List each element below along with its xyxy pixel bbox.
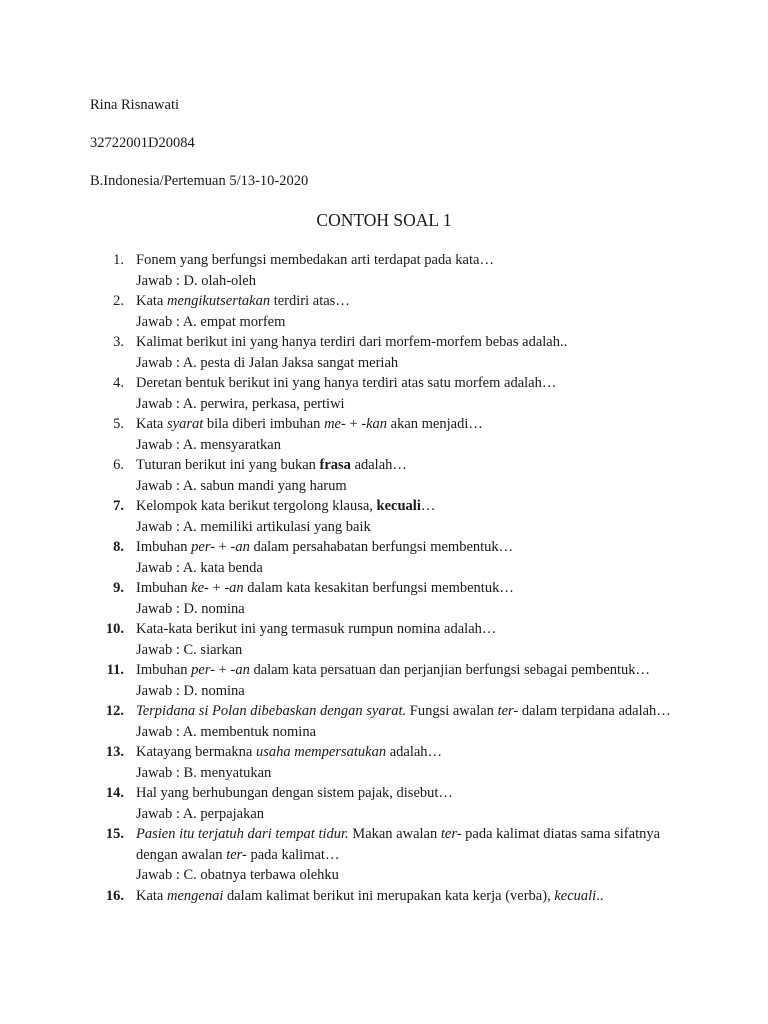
list-item	[90, 886, 690, 907]
question-text-segment: ter-	[226, 846, 247, 863]
question-text	[136, 660, 690, 681]
question-text	[136, 332, 690, 353]
question-text	[136, 701, 690, 722]
answer-text: Jawab : A. membentuk nomina	[136, 723, 317, 740]
list-item	[90, 373, 690, 414]
question-text	[136, 824, 690, 865]
answer-text: Jawab : A. perwira, perkasa, pertiwi	[136, 395, 345, 412]
question-text-segment: Pasien itu terjatuh dari tempat tidur.	[136, 826, 349, 842]
question-text	[136, 455, 690, 476]
question-text	[136, 250, 690, 271]
question-number: 11.	[106, 662, 124, 678]
question-number: 4.	[113, 375, 124, 391]
question-text-segment: dalam kata kesakitan berfungsi membentuk…	[243, 580, 514, 596]
question-text-segment: Tuturan berikut ini yang bukan	[136, 457, 320, 473]
question-list	[90, 250, 690, 906]
question-text-segment: kecuali	[376, 498, 421, 514]
list-item	[90, 332, 690, 373]
question-text-segment: +	[208, 580, 225, 596]
question-text	[136, 742, 690, 763]
list-item	[90, 496, 690, 537]
question-text-segment: frasa	[319, 457, 351, 473]
question-number: 7.	[113, 498, 124, 514]
answer-text: Jawab : A. memiliki artikulasi yang baik	[136, 518, 371, 535]
question-text-segment: ..	[596, 887, 604, 904]
question-text-segment: pada kalimat…	[246, 846, 340, 863]
question-text	[136, 886, 690, 907]
answer-text: Jawab : A. pesta di Jalan Jaksa sangat meriah	[136, 354, 399, 371]
question-text-segment: Hal yang berhubungan dengan sistem pajak, disebut…	[136, 785, 453, 801]
question-number: 9.	[113, 580, 124, 596]
question-text-segment: per-	[191, 662, 216, 678]
list-item	[90, 824, 690, 886]
question-text-segment: dalam kata persatuan dan perjanjian berfungsi sebagai pembentuk…	[249, 662, 651, 678]
question-text-segment: per-	[191, 539, 216, 555]
question-text-segment: kecuali	[554, 887, 597, 904]
question-text-segment: Kata-kata berikut ini yang termasuk rumpun nomina adalah…	[136, 621, 497, 637]
author-name: Rina Risnawati	[90, 97, 180, 113]
question-text-segment: usaha mempersatukan	[255, 744, 387, 760]
course-meeting-date: B.Indonesia/Pertemuan 5/13-10-2020	[90, 173, 309, 189]
question-text	[136, 291, 690, 312]
question-text-segment: Terpidana si Polan dibebaskan dengan syarat.	[136, 703, 407, 719]
question-text-segment: ter-	[497, 703, 519, 719]
list-item	[90, 291, 690, 332]
list-item	[90, 537, 690, 578]
list-item	[90, 783, 690, 824]
answer-text: Jawab : A. sabun mandi yang harum	[136, 477, 347, 494]
list-item	[90, 455, 690, 496]
question-number: 10.	[105, 621, 124, 637]
question-number: 3.	[113, 334, 124, 350]
question-text-segment: ke-	[191, 580, 209, 596]
answer-text: Jawab : D. nomina	[136, 682, 245, 699]
question-number: 5.	[113, 416, 124, 432]
question-text-segment: Fungsi awalan	[406, 703, 498, 719]
answer-text: Jawab : A. perpajakan	[136, 805, 265, 822]
question-text-segment: +	[215, 539, 231, 555]
question-text-segment: -kan	[361, 416, 388, 432]
question-text-segment: Imbuhan	[136, 580, 192, 596]
question-text-segment: +	[215, 662, 231, 678]
question-text-segment: +	[345, 416, 362, 432]
question-text	[136, 373, 690, 394]
question-number: 14.	[105, 785, 124, 801]
answer-text: Jawab : D. olah-oleh	[136, 272, 256, 289]
question-text-segment: Kata	[136, 416, 167, 432]
question-text-segment: pada kalimat diatas sama sifatnya dengan awalan	[136, 826, 661, 863]
question-text-segment: Katayang bermakna	[136, 744, 256, 760]
question-text-segment: bila diberi imbuhan	[203, 416, 325, 432]
question-number: 8.	[113, 539, 124, 555]
question-text-segment: terdiri atas…	[270, 293, 350, 309]
answer-text: Jawab : A. mensyaratkan	[136, 436, 281, 453]
list-item	[90, 701, 690, 742]
question-number: 12.	[105, 703, 124, 719]
question-text	[136, 537, 690, 558]
question-text	[136, 578, 690, 599]
question-text-segment: Deretan bentuk berikut ini yang hanya terdiri atas satu morfem adalah…	[136, 375, 557, 391]
question-number: 2.	[113, 293, 124, 309]
list-item	[90, 414, 690, 455]
answer-text: Jawab : A. kata benda	[136, 559, 263, 576]
list-item	[90, 619, 690, 660]
question-text-segment: dalam terpidana adalah…	[518, 703, 671, 719]
question-text-segment: me-	[324, 416, 346, 432]
question-text-segment: dalam kalimat berikut ini merupakan kata kerja (verba),	[223, 887, 555, 904]
question-text	[136, 783, 690, 804]
question-text-segment: Kata	[136, 293, 167, 309]
question-number: 16.	[105, 887, 124, 904]
question-text-segment: Imbuhan	[136, 539, 192, 555]
answer-text: Jawab : B. menyatukan	[136, 764, 272, 781]
question-text-segment: Makan awalan	[348, 826, 441, 842]
question-text-segment: akan menjadi…	[387, 416, 483, 432]
question-text-segment: syarat	[167, 416, 204, 432]
question-text	[136, 619, 690, 640]
question-text	[136, 496, 690, 517]
answer-text: Jawab : C. obatnya terbawa olehku	[136, 867, 339, 883]
answer-text: Jawab : D. nomina	[136, 600, 245, 617]
question-text-segment: adalah…	[350, 457, 407, 473]
question-text-segment: Kelompok kata berikut tergolong klausa,	[136, 498, 377, 514]
question-number: 15.	[105, 826, 124, 842]
question-text-segment: Kata	[136, 887, 167, 904]
question-text-segment: adalah…	[386, 744, 443, 760]
question-text-segment: Fonem yang berfungsi membedakan arti terdapat pada kata…	[136, 252, 494, 268]
question-text-segment: mengikutsertakan	[167, 293, 271, 309]
question-text-segment: Imbuhan	[136, 662, 192, 678]
page-title: CONTOH SOAL 1	[316, 210, 452, 230]
question-text-segment: -an	[230, 539, 250, 555]
question-text-segment: Kalimat berikut ini yang hanya terdiri dari morfem-morfem bebas adalah..	[136, 334, 568, 350]
list-item	[90, 250, 690, 291]
question-text-segment: ter-	[440, 826, 462, 842]
list-item	[90, 742, 690, 783]
student-id: 32722001D20084	[90, 135, 195, 151]
question-number: 1.	[113, 252, 124, 268]
list-item	[90, 660, 690, 701]
question-text-segment: -an	[230, 662, 250, 678]
list-item	[90, 578, 690, 619]
question-number: 6.	[113, 457, 124, 473]
answer-text: Jawab : C. siarkan	[136, 641, 243, 658]
answer-text: Jawab : A. empat morfem	[136, 313, 286, 330]
question-text	[136, 414, 690, 435]
question-text-segment: dalam persahabatan berfungsi membentuk…	[249, 539, 514, 555]
question-number: 13.	[105, 744, 124, 760]
question-text-segment: mengenai	[167, 887, 224, 904]
question-text-segment: …	[420, 498, 436, 514]
question-text-segment: -an	[224, 580, 244, 596]
